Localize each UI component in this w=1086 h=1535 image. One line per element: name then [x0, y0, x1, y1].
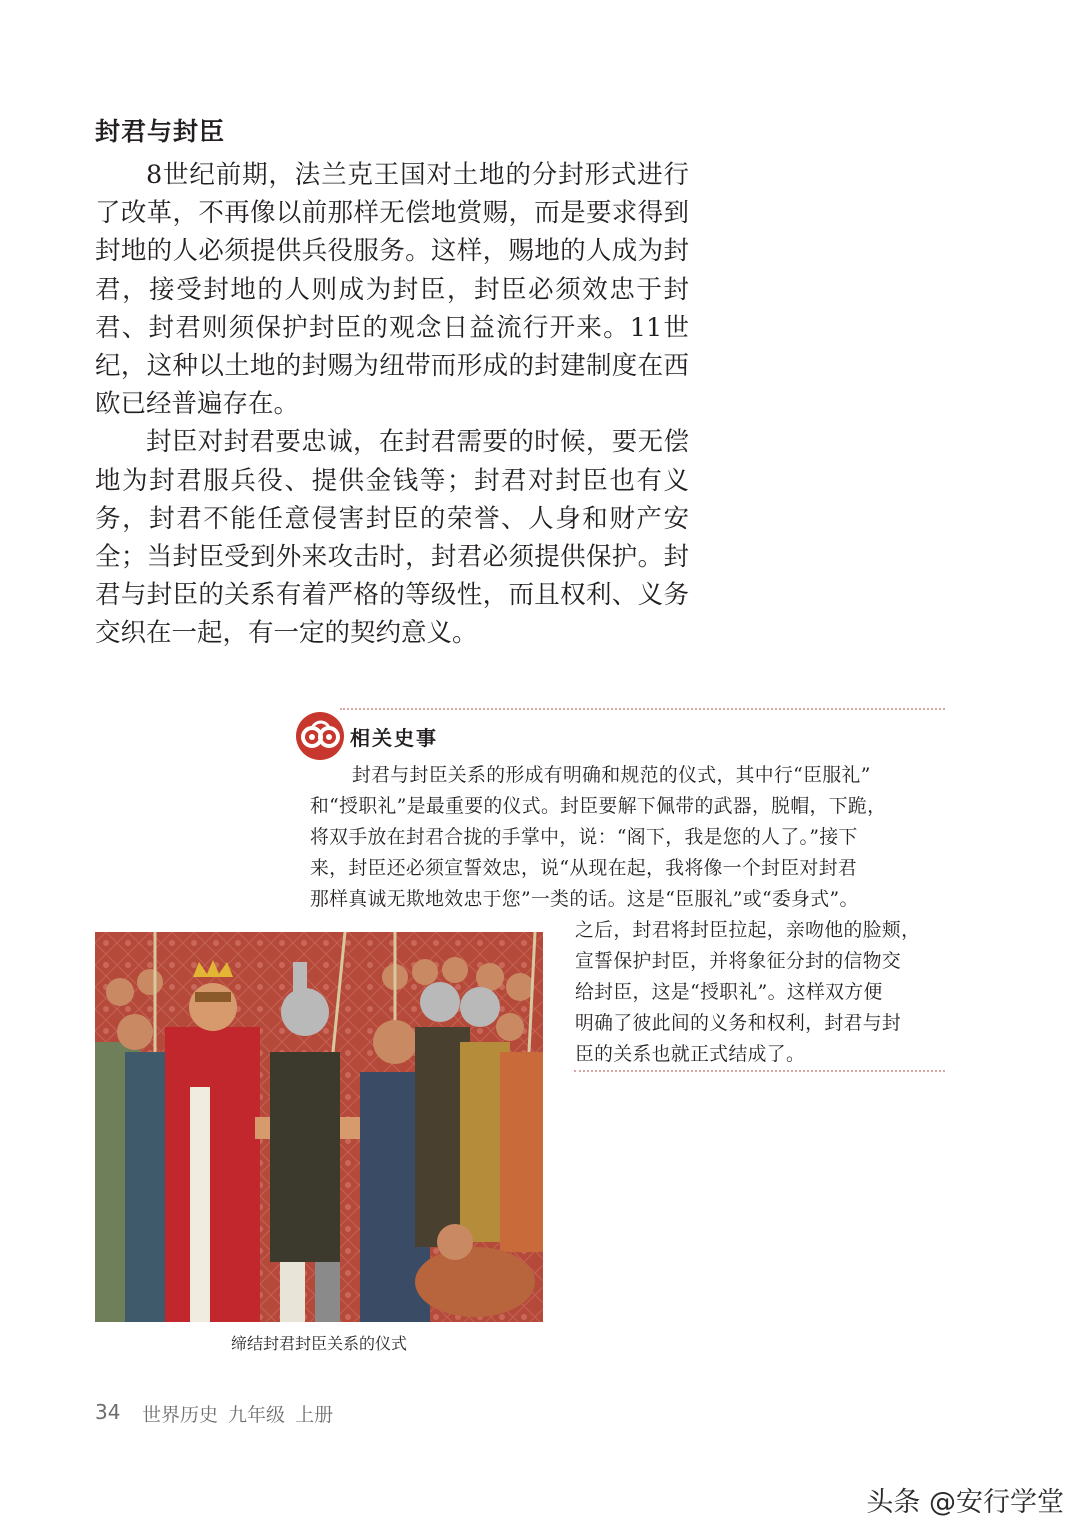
swirl-icon [294, 710, 346, 762]
box-top-divider [340, 708, 945, 710]
figure-caption: 缔结封君封臣关系的仪式 [230, 1334, 407, 1353]
box-text-line: 宣誓保护封臣，并将象征分封的信物交 [575, 951, 902, 972]
watermark: 头条 @安行学堂 [866, 1487, 1064, 1518]
book-title: 世界历史 九年级 上册 [142, 1404, 334, 1426]
paragraph: 8世纪前期，法兰克王国对土地的分封形式进行了改革，不再像以前那样无偿地赏赐，而是要求得到封地的人必须提供兵役服务。这样，赐地的人成为封君，接受封地的人则成为封臣，封臣必须效忠于封君、封君则须保护封臣的观念日益流行开来。11世纪，这种以土地的封赐为纽带而形成的封建制度在西欧已经普遍存在。 [95, 160, 689, 420]
box-text-line: 之后，封君将封臣拉起，亲吻他的脸颊， [575, 920, 921, 941]
box-text-line: 臣的关系也就正式结成了。 [575, 1044, 806, 1065]
box-text-line: 明确了彼此间的义务和权利，封君与封 [575, 1013, 902, 1034]
ceremony-illustration [95, 932, 543, 1322]
main-text [95, 156, 689, 653]
box-text-line: 和“授职礼”是最重要的仪式。封臣要解下佩带的武器，脱帽，下跪， [310, 796, 887, 817]
box-text-line: 封君与封臣关系的形成有明确和规范的仪式，其中行“臣服礼” [352, 765, 871, 786]
box-text-line: 那样真诚无欺地效忠于您”一类的话。这是“臣服礼”或“委身式”。 [310, 889, 859, 910]
box-title: 相关史事 [350, 726, 438, 750]
box-text-line: 给封臣，这是“授职礼”。这样双方便 [575, 982, 883, 1003]
box-text-line: 将双手放在封君合拢的手掌中，说：“阁下，我是您的人了。”接下 [310, 827, 858, 848]
box-text-line: 来，封臣还必须宣誓效忠，说“从现在起，我将像一个封臣对封君 [310, 858, 858, 879]
box-bottom-divider [574, 1070, 945, 1072]
section-title: 封君与封臣 [95, 117, 226, 146]
paragraph: 封臣对封君要忠诚，在封君需要的时候，要无偿地为封君服兵役、提供金钱等；封君对封臣也有义务，封君不能任意侵害封臣的荣誉、人身和财产安全；当封臣受到外来攻击时，封君必须提供保护。封君与封臣的关系有着严格的等级性，而且权利、义务交织在一起，有一定的契约意义。 [95, 427, 689, 649]
page-number: 34 [95, 1400, 121, 1424]
